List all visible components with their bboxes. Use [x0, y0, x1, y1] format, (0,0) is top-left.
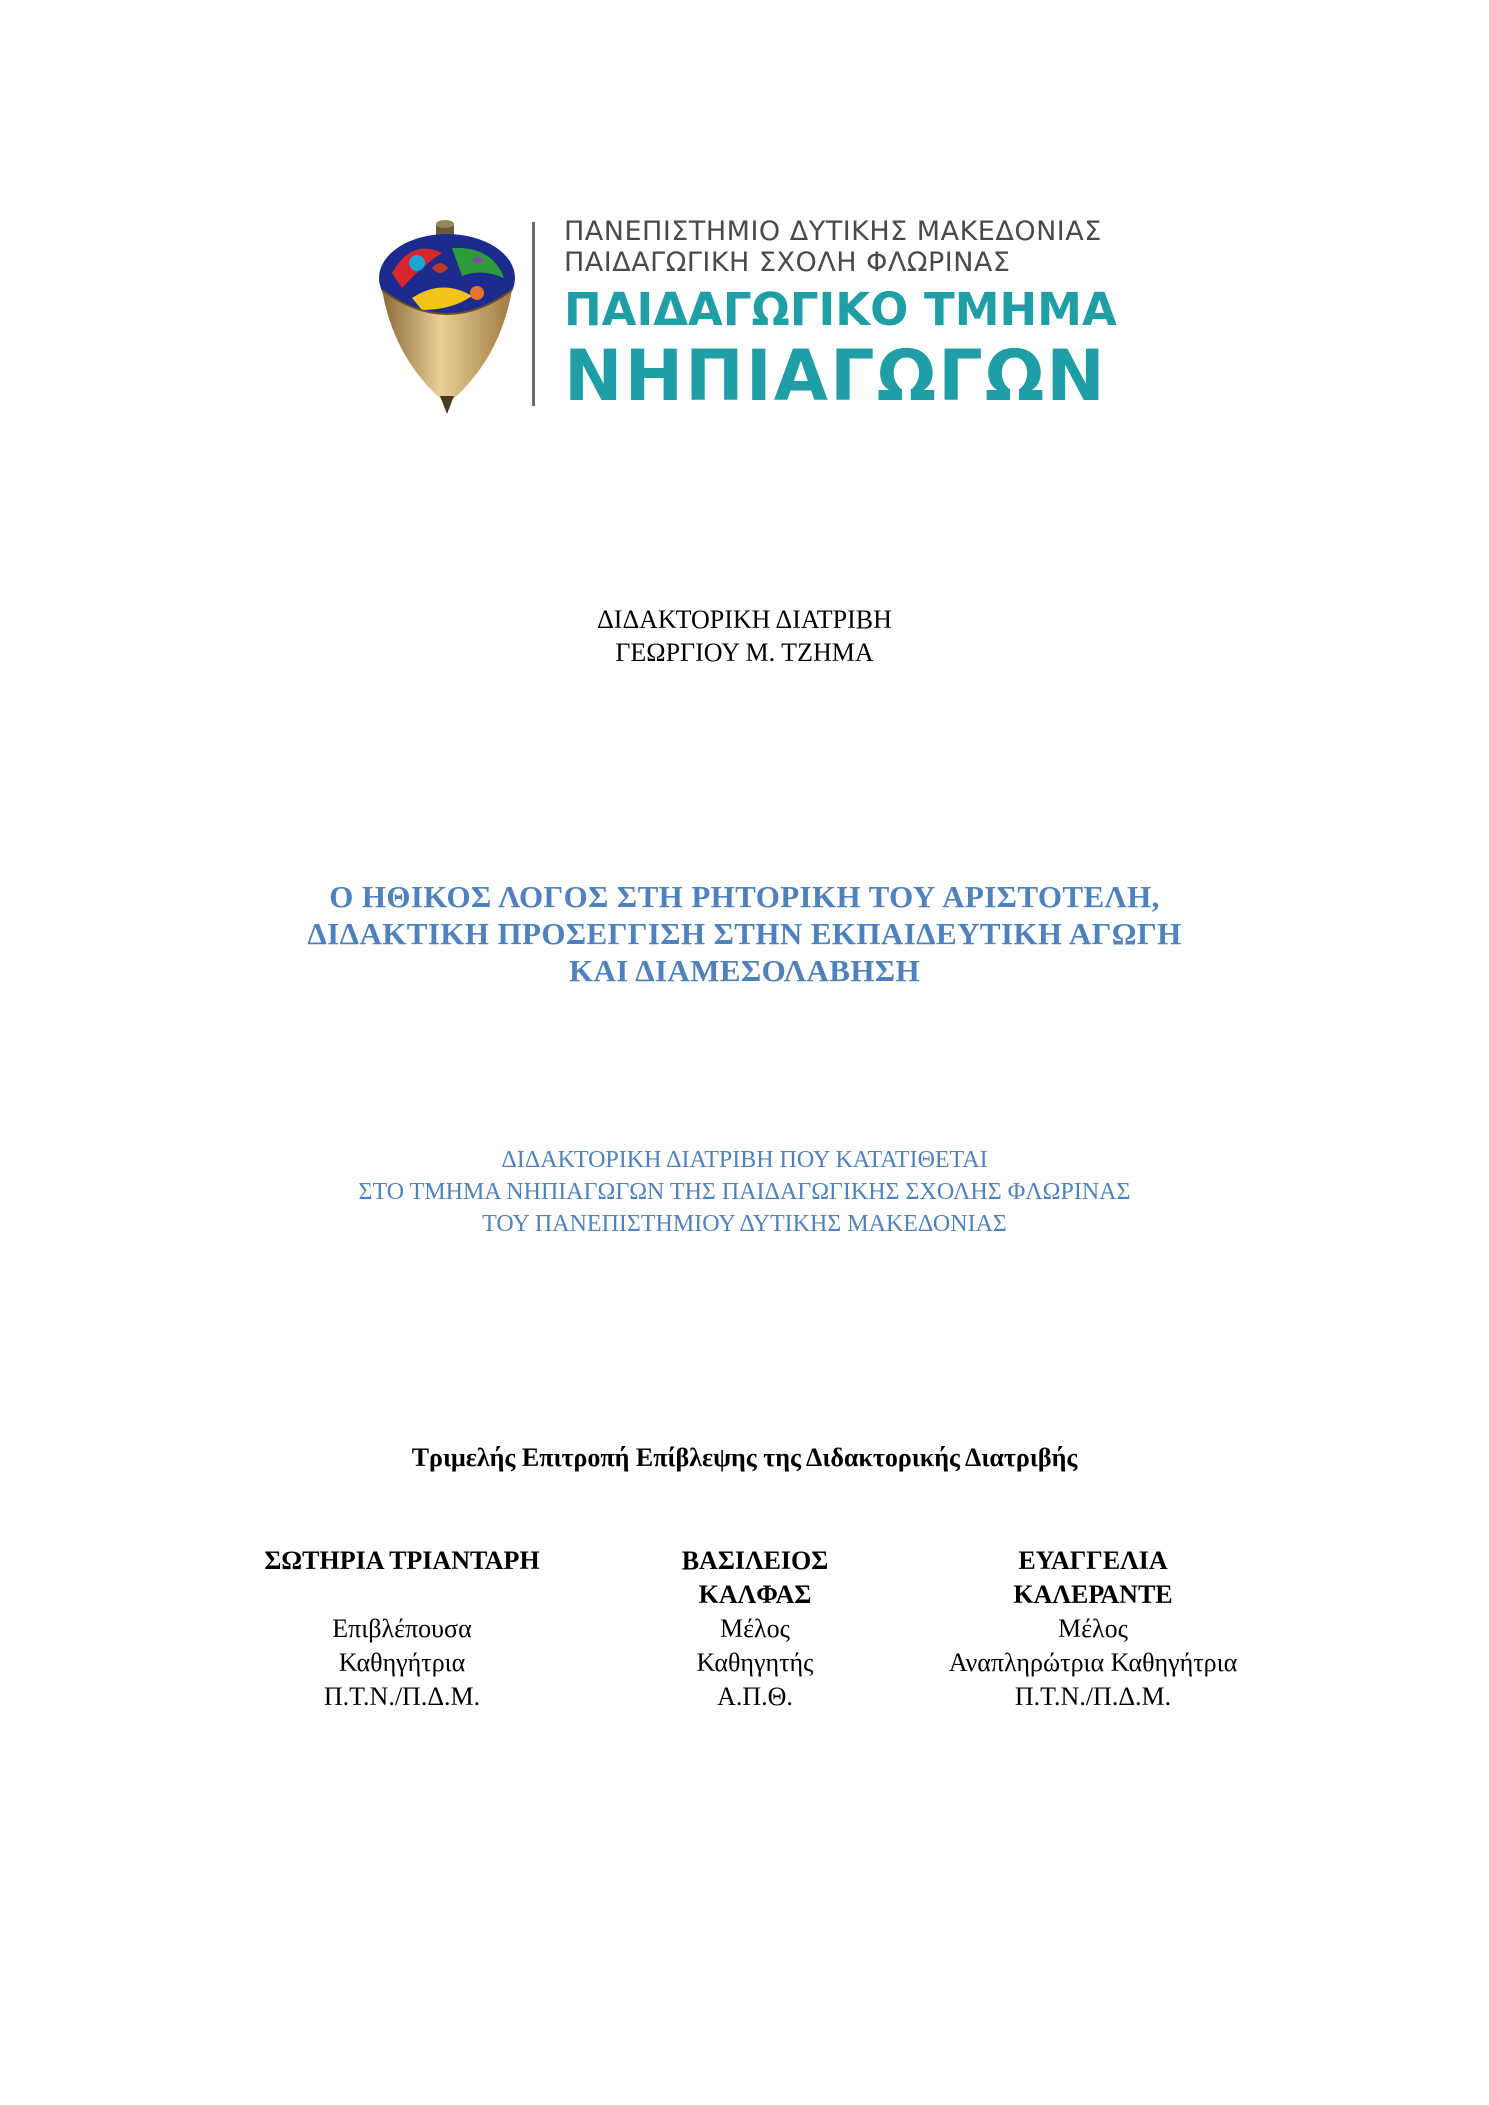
- spacer: [232, 1578, 572, 1612]
- university-logo: [372, 212, 1117, 417]
- spinning-top-icon: [372, 218, 522, 414]
- committee-member: [605, 1544, 905, 1714]
- committee-member: [913, 1544, 1273, 1714]
- member-name: ΕΥΑΓΓΕΛΙΑ: [1018, 1546, 1168, 1575]
- member-name: ΣΩΤΗΡΙΑ ΤΡΙΑΝΤΑΡΗ: [264, 1546, 540, 1575]
- member-name: ΚΑΛΦΑΣ: [698, 1580, 812, 1609]
- submission-statement: [0, 1144, 1489, 1240]
- member-rank: Καθηγήτρια: [338, 1648, 466, 1677]
- thesis-title-line: ΔΙΔΑΚΤΙΚΗ ΠΡΟΣΕΓΓΙΣΗ ΣΤΗΝ ΕΚΠΑΙΔΕΥΤΙΚΗ ΑΓΩΓΗ: [307, 916, 1182, 951]
- author-block: [0, 603, 1489, 669]
- member-institution: Π.Τ.Ν./Π.Δ.Μ.: [323, 1682, 481, 1711]
- logo-school-name: ΠΑΙΔΑΓΩΓΙΚΗ ΣΧΟΛΗ ΦΛΩΡΙΝΑΣ: [564, 247, 1011, 278]
- submission-line: ΔΙΔΑΚΤΟΡΙΚΗ ΔΙΑΤΡΙΒΗ ΠΟΥ ΚΑΤΑΤΙΘΕΤΑΙ: [501, 1147, 988, 1173]
- logo-divider: [532, 222, 535, 406]
- thesis-title-line: Ο ΗΘΙΚΟΣ ΛΟΓΟΣ ΣΤΗ ΡΗΤΟΡΙΚΗ ΤΟΥ ΑΡΙΣΤΟΤΕΛΗ,: [329, 879, 1160, 914]
- logo-department-line2: ΝΗΠΙΑΓΩΓΩΝ: [564, 335, 1107, 417]
- member-institution: Π.Τ.Ν./Π.Δ.Μ.: [1014, 1682, 1172, 1711]
- member-name: ΚΑΛΕΡΑΝΤΕ: [1013, 1580, 1173, 1609]
- logo-department-line1: ΠΑΙΔΑΓΩΓΙΚΟ ΤΜΗΜΑ: [564, 283, 1117, 336]
- member-institution: Α.Π.Θ.: [717, 1682, 793, 1711]
- member-name: ΒΑΣΙΛΕΙΟΣ: [681, 1546, 829, 1575]
- document-type: ΔΙΔΑΚΤΟΡΙΚΗ ΔΙΑΤΡΙΒΗ: [597, 605, 892, 634]
- member-role: Μέλος: [720, 1614, 790, 1643]
- member-role: Μέλος: [1058, 1614, 1128, 1643]
- submission-line: ΤΟΥ ΠΑΝΕΠΙΣΤΗΜΙΟΥ ΔΥΤΙΚΗΣ ΜΑΚΕΔΟΝΙΑΣ: [482, 1211, 1007, 1237]
- submission-line: ΣΤΟ ΤΜΗΜΑ ΝΗΠΙΑΓΩΓΩΝ ΤΗΣ ΠΑΙΔΑΓΩΓΙΚΗΣ ΣΧΟΛΗΣ ΦΛΩΡΙΝΑΣ: [358, 1179, 1131, 1205]
- thesis-title: [0, 878, 1489, 989]
- member-role: Επιβλέπουσα: [332, 1614, 472, 1643]
- author-name: ΓΕΩΡΓΙΟΥ Μ. ΤΖΗΜΑ: [615, 638, 874, 667]
- logo-text: [564, 216, 1124, 417]
- committee-heading: Τριμελής Επιτροπή Επίβλεψης της Διδακτορικής Διατριβής: [411, 1443, 1078, 1472]
- member-rank: Καθηγητής: [696, 1648, 814, 1677]
- thesis-title-line: ΚΑΙ ΔΙΑΜΕΣΟΛΑΒΗΣΗ: [568, 953, 921, 988]
- logo-university-name: ΠΑΝΕΠΙΣΤΗΜΙΟ ΔΥΤΙΚΗΣ ΜΑΚΕΔΟΝΙΑΣ: [564, 216, 1102, 247]
- committee-member: [232, 1544, 572, 1714]
- member-rank: Αναπληρώτρια Καθηγήτρια: [948, 1648, 1238, 1677]
